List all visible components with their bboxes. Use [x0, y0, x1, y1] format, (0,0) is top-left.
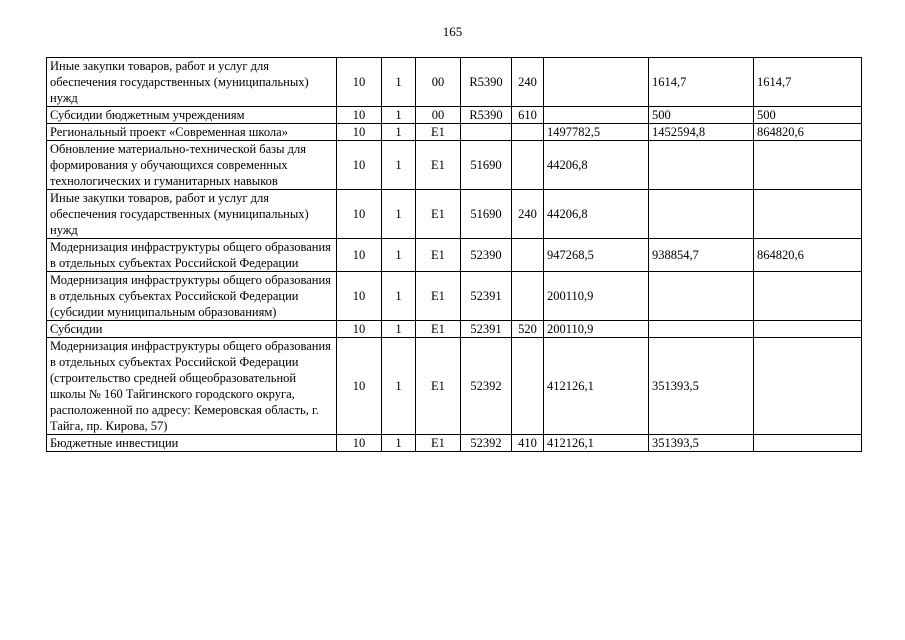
table-row — [47, 124, 862, 141]
subsection-code: 1 — [382, 58, 416, 107]
direction-code: 51690 — [461, 190, 512, 239]
section-code: 10 — [337, 124, 382, 141]
program-code: E1 — [416, 338, 461, 435]
amount-year-2 — [649, 190, 754, 239]
expense-type-code — [512, 124, 544, 141]
table-row — [47, 141, 862, 190]
amount-year-3 — [754, 141, 862, 190]
subsection-code: 1 — [382, 239, 416, 272]
amount-year-1 — [544, 58, 649, 107]
table-row — [47, 338, 862, 435]
section-code: 10 — [337, 58, 382, 107]
program-code: E1 — [416, 124, 461, 141]
expense-type-code — [512, 239, 544, 272]
expense-type-code: 610 — [512, 107, 544, 124]
amount-year-1 — [544, 107, 649, 124]
table-row — [47, 435, 862, 452]
expense-type-code: 520 — [512, 321, 544, 338]
direction-code: 51690 — [461, 141, 512, 190]
row-name: Субсидии — [47, 321, 337, 338]
amount-year-3: 1614,7 — [754, 58, 862, 107]
amount-year-1: 1497782,5 — [544, 124, 649, 141]
expense-type-code: 410 — [512, 435, 544, 452]
row-name: Региональный проект «Современная школа» — [47, 124, 337, 141]
row-name: Иные закупки товаров, работ и услуг для обеспечения государственных (муниципальных) нужд — [47, 190, 337, 239]
direction-code: R5390 — [461, 107, 512, 124]
amount-year-3 — [754, 338, 862, 435]
amount-year-2: 1452594,8 — [649, 124, 754, 141]
amount-year-1: 412126,1 — [544, 435, 649, 452]
row-name: Иные закупки товаров, работ и услуг для обеспечения государственных (муниципальных) нужд — [47, 58, 337, 107]
amount-year-1: 412126,1 — [544, 338, 649, 435]
amount-year-3: 500 — [754, 107, 862, 124]
amount-year-1: 44206,8 — [544, 141, 649, 190]
amount-year-2: 500 — [649, 107, 754, 124]
program-code: E1 — [416, 272, 461, 321]
expense-type-code — [512, 338, 544, 435]
row-name: Субсидии бюджетным учреждениям — [47, 107, 337, 124]
subsection-code: 1 — [382, 190, 416, 239]
section-code: 10 — [337, 141, 382, 190]
subsection-code: 1 — [382, 321, 416, 338]
subsection-code: 1 — [382, 141, 416, 190]
amount-year-2: 351393,5 — [649, 435, 754, 452]
table-row — [47, 239, 862, 272]
section-code: 10 — [337, 190, 382, 239]
section-code: 10 — [337, 272, 382, 321]
section-code: 10 — [337, 338, 382, 435]
section-code: 10 — [337, 107, 382, 124]
row-name: Модернизация инфраструктуры общего образования в отдельных субъектах Российской Федерации (строительство средней общеобразовательной школы № 160 Тайгинского городского округа, расположенной по адресу: Кемеровская область, г. Тайга, пр. Кирова, 57) — [47, 338, 337, 435]
amount-year-2 — [649, 321, 754, 338]
direction-code: 52391 — [461, 272, 512, 321]
program-code: E1 — [416, 190, 461, 239]
program-code: E1 — [416, 239, 461, 272]
amount-year-3 — [754, 321, 862, 338]
table-row — [47, 272, 862, 321]
program-code: E1 — [416, 435, 461, 452]
expense-type-code — [512, 272, 544, 321]
section-code: 10 — [337, 239, 382, 272]
amount-year-3 — [754, 190, 862, 239]
section-code: 10 — [337, 435, 382, 452]
amount-year-2: 938854,7 — [649, 239, 754, 272]
subsection-code: 1 — [382, 124, 416, 141]
direction-code: 52392 — [461, 338, 512, 435]
amount-year-2 — [649, 272, 754, 321]
direction-code: 52391 — [461, 321, 512, 338]
direction-code: R5390 — [461, 58, 512, 107]
expense-type-code: 240 — [512, 58, 544, 107]
amount-year-1: 44206,8 — [544, 190, 649, 239]
table-row — [47, 107, 862, 124]
direction-code: 52390 — [461, 239, 512, 272]
amount-year-2: 1614,7 — [649, 58, 754, 107]
program-code: E1 — [416, 141, 461, 190]
direction-code: 52392 — [461, 435, 512, 452]
subsection-code: 1 — [382, 435, 416, 452]
row-name: Бюджетные инвестиции — [47, 435, 337, 452]
amount-year-3 — [754, 435, 862, 452]
expense-type-code: 240 — [512, 190, 544, 239]
page-number: 165 — [442, 24, 463, 39]
program-code: 00 — [416, 58, 461, 107]
table-row — [47, 321, 862, 338]
row-name: Обновление материально-технической базы для формирования у обучающихся современных технологических и гуманитарных навыков — [47, 141, 337, 190]
amount-year-3: 864820,6 — [754, 124, 862, 141]
table-body — [47, 58, 862, 452]
direction-code — [461, 124, 512, 141]
amount-year-1: 200110,9 — [544, 321, 649, 338]
amount-year-2 — [649, 141, 754, 190]
amount-year-1: 200110,9 — [544, 272, 649, 321]
table-row — [47, 58, 862, 107]
expense-type-code — [512, 141, 544, 190]
subsection-code: 1 — [382, 107, 416, 124]
subsection-code: 1 — [382, 338, 416, 435]
section-code: 10 — [337, 321, 382, 338]
amount-year-2: 351393,5 — [649, 338, 754, 435]
subsection-code: 1 — [382, 272, 416, 321]
program-code: E1 — [416, 321, 461, 338]
program-code: 00 — [416, 107, 461, 124]
row-name: Модернизация инфраструктуры общего образования в отдельных субъектах Российской Федерации — [47, 239, 337, 272]
budget-table — [46, 57, 862, 452]
amount-year-1: 947268,5 — [544, 239, 649, 272]
amount-year-3 — [754, 272, 862, 321]
table-row — [47, 190, 862, 239]
row-name: Модернизация инфраструктуры общего образования в отдельных субъектах Российской Федерации (субсидии муниципальным образованиям) — [47, 272, 337, 321]
amount-year-3: 864820,6 — [754, 239, 862, 272]
